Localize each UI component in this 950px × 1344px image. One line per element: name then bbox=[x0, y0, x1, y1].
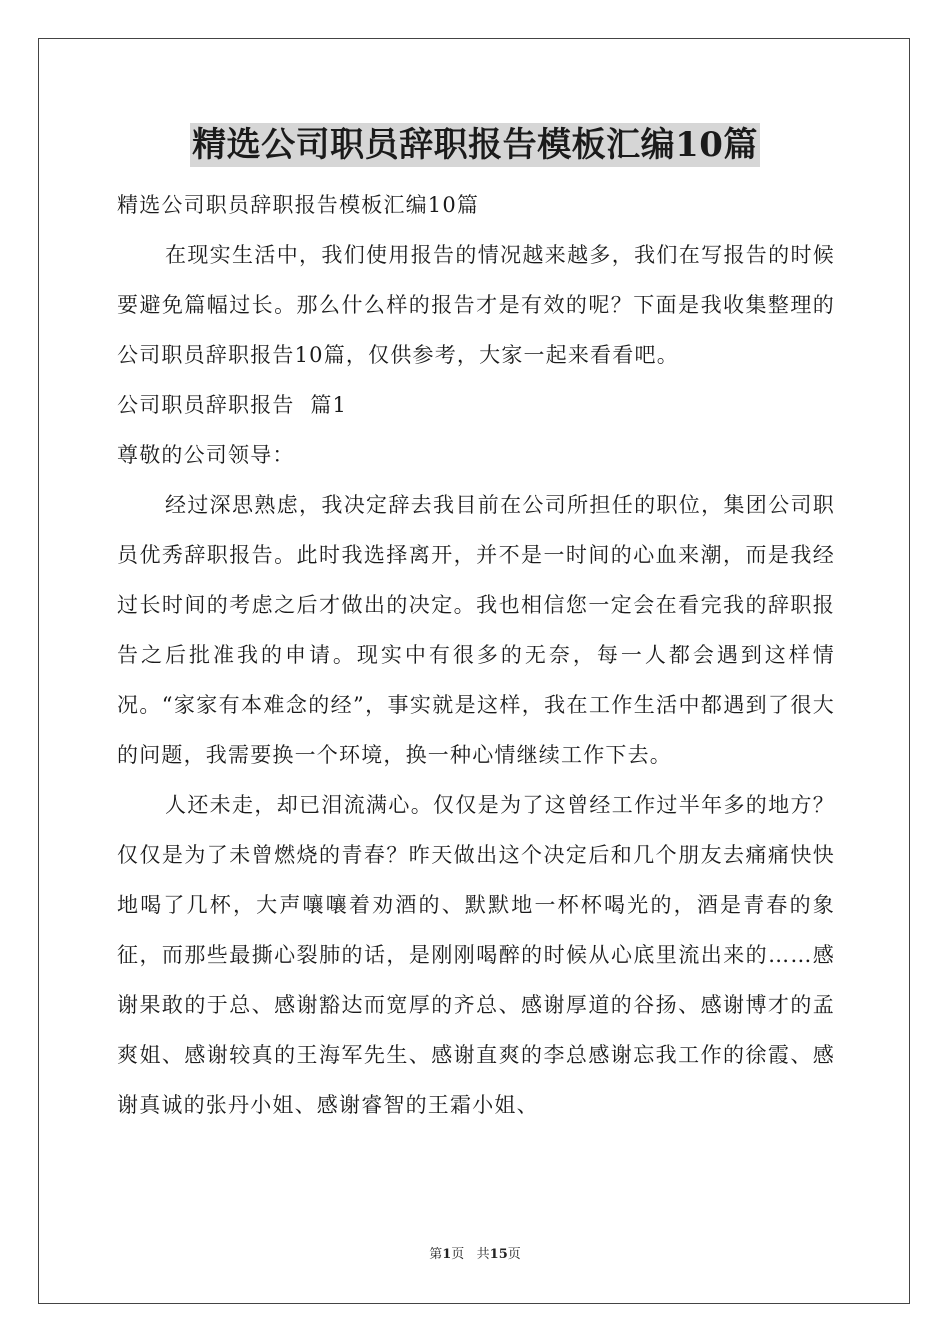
document-title: 精选公司职员辞职报告模板汇编10篇 bbox=[192, 125, 758, 165]
footer-prefix: 第 bbox=[429, 1247, 443, 1262]
footer-total-pages: 15 bbox=[489, 1247, 508, 1262]
body-paragraph-1: 经过深思熟虑，我决定辞去我目前在公司所担任的职位，集团公司职员优秀辞职报告。此时我选择离开，并不是一时间的心血来潮，而是我经过长时间的考虑之后才做出的决定。我也相信您一定会在看完我的辞职报告之后批准我的申请。现实中有很多的无奈，每一人都会遇到这样情况。“家家有本难念的经”，事实就是这样，我在工作生活中都遇到了很大的问题，我需要换一个环境，换一种心情继续工作下去。 bbox=[117, 493, 835, 767]
salutation: 尊敬的公司领导： bbox=[117, 443, 295, 467]
title-container bbox=[0, 123, 950, 167]
document-subtitle: 精选公司职员辞职报告模板汇编10篇 bbox=[117, 193, 480, 217]
footer-suffix: 页 bbox=[507, 1247, 521, 1262]
footer-current-page: 1 bbox=[442, 1247, 452, 1262]
page-footer bbox=[0, 1243, 950, 1262]
section-heading: 公司职员辞职报告 篇1 bbox=[117, 393, 348, 417]
footer-middle: 页 共 bbox=[451, 1247, 490, 1262]
intro-paragraph: 在现实生活中，我们使用报告的情况越来越多，我们在写报告的时候要避免篇幅过长。那么什么样的报告才是有效的呢？下面是我收集整理的公司职员辞职报告10篇，仅供参考，大家一起来看看吧。 bbox=[117, 243, 835, 367]
body-paragraph-2: 人还未走，却已泪流满心。仅仅是为了这曾经工作过半年多的地方？仅仅是为了未曾燃烧的青春？昨天做出这个决定后和几个朋友去痛痛快快地喝了几杯，大声嚷嚷着劝酒的、默默地一杯杯喝光的，酒是青春的象征，而那些最撕心裂肺的话，是刚刚喝醉的时候从心底里流出来的……感谢果敢的于总、感谢豁达而宽厚的齐总、感谢厚道的谷扬、感谢博才的孟爽姐、感谢较真的王海军先生、感谢直爽的李总感谢忘我工作的徐霞、感谢真诚的张丹小姐、感谢睿智的王霜小姐、 bbox=[117, 793, 835, 1117]
document-body bbox=[117, 180, 835, 1130]
